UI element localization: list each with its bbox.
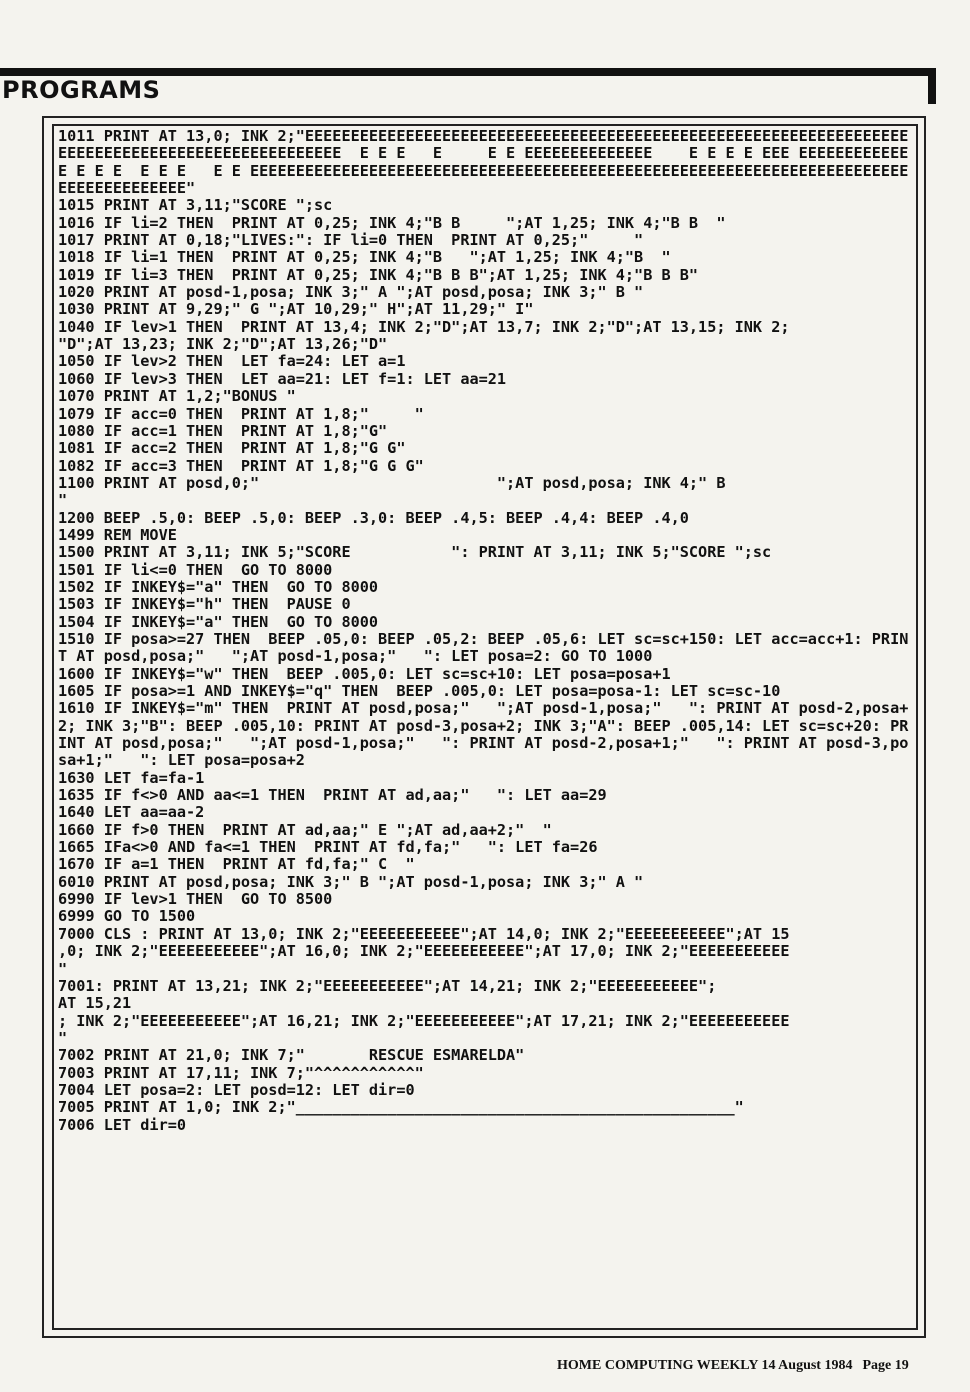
code-line: " bbox=[58, 491, 68, 510]
code-line: 1081 IF acc=2 THEN PRINT AT 1,8;"G G" bbox=[58, 439, 406, 458]
code-line: 7004 LET posa=2: LET posd=12: LET dir=0 bbox=[58, 1080, 415, 1099]
code-line: 1015 PRINT AT 3,11;"SCORE ";sc bbox=[58, 196, 333, 215]
code-line: 7001: PRINT AT 13,21; INK 2;"EEEEEEEEEEE";AT 14,21; INK 2;"EEEEEEEEEEE"; bbox=[58, 976, 717, 995]
code-line: ; INK 2;"EEEEEEEEEEE";AT 16,21; INK 2;"EEEEEEEEEEE";AT 17,21; INK 2;"EEEEEEEEEEE bbox=[58, 1011, 790, 1030]
code-line: "D";AT 13,23; INK 2;"D";AT 13,26;"D" bbox=[58, 335, 388, 354]
code-line: 1502 IF INKEY$="a" THEN GO TO 8000 bbox=[58, 577, 379, 596]
code-line: 1060 IF lev>3 THEN LET aa=21: LET f=1: LET aa=21 bbox=[58, 369, 507, 388]
code-line: 1600 IF INKEY$="w" THEN BEEP .005,0: LET sc=sc+10: LET posa=posa+1 bbox=[58, 664, 671, 683]
code-line: 6990 IF lev>1 THEN GO TO 8500 bbox=[58, 890, 333, 909]
code-line: 1499 REM MOVE bbox=[58, 525, 177, 544]
program-listing bbox=[58, 128, 916, 1134]
code-line: 1018 IF li=1 THEN PRINT AT 0,25; INK 4;"B ";AT 1,25; INK 4;"B " bbox=[58, 248, 671, 267]
code-line: 1500 PRINT AT 3,11; INK 5;"SCORE ": PRINT AT 3,11; INK 5;"SCORE ";sc bbox=[58, 543, 772, 562]
code-line: 6010 PRINT AT posd,posa; INK 3;" B ";AT posd-1,posa; INK 3;" A " bbox=[58, 872, 644, 891]
code-line: 1200 BEEP .5,0: BEEP .5,0: BEEP .3,0: BEEP .4,5: BEEP .4,4: BEEP .4,0 bbox=[58, 508, 689, 527]
code-line: 1100 PRINT AT posd,0;" ";AT posd,posa; INK 4;" B bbox=[58, 473, 726, 492]
code-line: 1665 IFa<>0 AND fa<=1 THEN PRINT AT fd,fa;" ": LET fa=26 bbox=[58, 838, 598, 857]
code-line: 1016 IF li=2 THEN PRINT AT 0,25; INK 4;"B B ";AT 1,25; INK 4;"B B " bbox=[58, 213, 726, 232]
code-line: 1019 IF li=3 THEN PRINT AT 0,25; INK 4;"B B B";AT 1,25; INK 4;"B B B" bbox=[58, 265, 699, 284]
code-line: 1630 LET fa=fa-1 bbox=[58, 768, 205, 787]
code-line: 7000 CLS : PRINT AT 13,0; INK 2;"EEEEEEEEEEE";AT 14,0; INK 2;"EEEEEEEEEEE";AT 15 bbox=[58, 924, 790, 943]
code-line: 1080 IF acc=1 THEN PRINT AT 1,8;"G" bbox=[58, 421, 388, 440]
code-line: " bbox=[58, 1028, 68, 1047]
code-line: 7005 PRINT AT 1,0; INK 2;"________________________________________________" bbox=[58, 1098, 744, 1117]
publication-line: HOME COMPUTING WEEKLY 14 August 1984 bbox=[557, 1358, 853, 1373]
code-line: 1070 PRINT AT 1,2;"BONUS " bbox=[58, 387, 296, 406]
code-line: 1501 IF li<=0 THEN GO TO 8000 bbox=[58, 560, 333, 579]
code-line: 1050 IF lev>2 THEN LET fa=24: LET a=1 bbox=[58, 352, 406, 371]
code-line: 1079 IF acc=0 THEN PRINT AT 1,8;" " bbox=[58, 404, 424, 423]
code-line: 1605 IF posa>=1 AND INKEY$="q" THEN BEEP .005,0: LET posa=posa-1: LET sc=sc-10 bbox=[58, 682, 781, 700]
code-line: " bbox=[58, 959, 68, 978]
code-line: 1610 IF INKEY$="m" THEN PRINT AT posd,posa;" ";AT posd-1,posa;" ": PRINT AT posd-2,posa+2; INK 3;"B": BEEP .005,10: PRINT AT posd-3,posa+2; INK 3;"A": BEEP .005,14: LET sc=sc+20: PRINT AT posd,posa;" ";AT posd-1,posa;" ": PRINT AT posd-2,posa+1;" ": PRINT AT posd-3,posa+1;" ": LET posa=posa+2 bbox=[58, 699, 909, 770]
section-title: PROGRAMS bbox=[2, 76, 161, 104]
code-line: AT 15,21 bbox=[58, 994, 132, 1013]
code-line: 1640 LET aa=aa-2 bbox=[58, 803, 205, 822]
code-line: 6999 GO TO 1500 bbox=[58, 907, 196, 926]
code-line: 1082 IF acc=3 THEN PRINT AT 1,8;"G G G" bbox=[58, 456, 424, 475]
code-line: ,0; INK 2;"EEEEEEEEEEE";AT 16,0; INK 2;"EEEEEEEEEEE";AT 17,0; INK 2;"EEEEEEEEEEE bbox=[58, 942, 790, 961]
page-number: Page 19 bbox=[862, 1358, 909, 1373]
code-line: 7006 LET dir=0 bbox=[58, 1115, 187, 1134]
code-line: 1040 IF lev>1 THEN PRINT AT 13,4; INK 2;"D";AT 13,7; INK 2;"D";AT 13,15; INK 2; bbox=[58, 317, 790, 336]
header-rule bbox=[0, 68, 932, 76]
code-line: 7002 PRINT AT 21,0; INK 7;" RESCUE ESMARELDA" bbox=[58, 1046, 525, 1065]
code-line: 1011 PRINT AT 13,0; INK 2;"EEEEEEEEEEEEEEEEEEEEEEEEEEEEEEEEEEEEEEEEEEEEEEEEEEEEEEEEEEEEEEEEEEEEEEEEEEEEEEEEEEEEEEEEEEEEEEEEE E E E E E E EEEEEEEEEEEEEE E E E E EEE EEEEEEEEEEEEE E E E E E E E E EEEEEEEEEEEEEEEEEEEEEEEEEEEEEEEEEEEEEEEEEEEEEEEEEEEEEEEEEEEEEEEEEEEEEEEEEEEEEEEEEEEEEE" bbox=[58, 127, 909, 198]
code-line: 1504 IF INKEY$="a" THEN GO TO 8000 bbox=[58, 612, 379, 631]
code-line: 1030 PRINT AT 9,29;" G ";AT 10,29;" H";AT 11,29;" I" bbox=[58, 300, 534, 319]
code-line: 7003 PRINT AT 17,11; INK 7;"^^^^^^^^^^^" bbox=[58, 1063, 424, 1082]
code-line: 1503 IF INKEY$="h" THEN PAUSE 0 bbox=[58, 595, 351, 614]
code-line: 1660 IF f>0 THEN PRINT AT ad,aa;" E ";AT ad,aa+2;" " bbox=[58, 820, 552, 839]
code-line: 1635 IF f<>0 AND aa<=1 THEN PRINT AT ad,aa;" ": LET aa=29 bbox=[58, 786, 607, 805]
code-line: 1017 PRINT AT 0,18;"LIVES:": IF li=0 THEN PRINT AT 0,25;" " bbox=[58, 231, 644, 250]
page-footer bbox=[557, 1358, 909, 1374]
code-line: 1670 IF a=1 THEN PRINT AT fd,fa;" C " bbox=[58, 855, 415, 874]
code-line: 1020 PRINT AT posd-1,posa; INK 3;" A ";AT posd,posa; INK 3;" B " bbox=[58, 283, 644, 302]
header-rule-edge bbox=[928, 68, 936, 104]
code-line: 1510 IF posa>=27 THEN BEEP .05,0: BEEP .05,2: BEEP .05,6: LET sc=sc+150: LET acc=acc+1: PRINT AT posd,posa;" ";AT posd-1,posa;" ": LET posa=2: GO TO 1000 bbox=[58, 629, 909, 666]
